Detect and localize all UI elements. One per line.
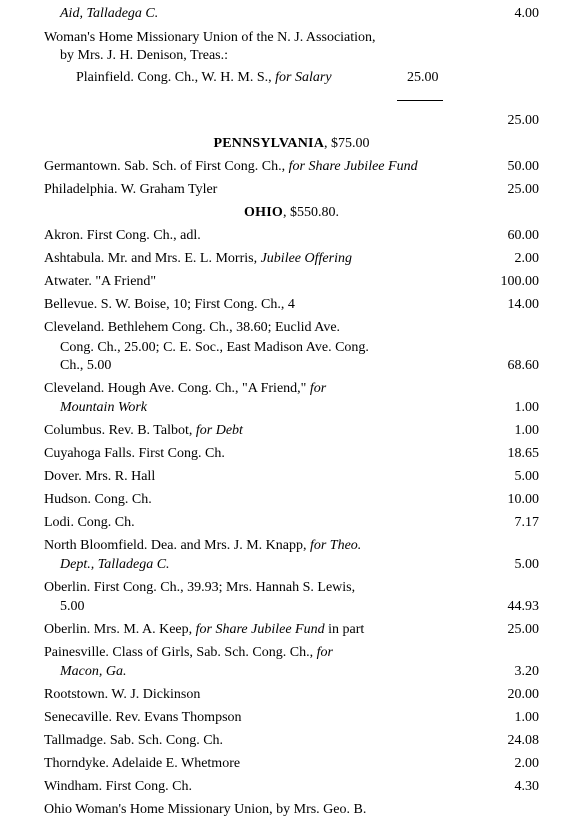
entry-italic: for Share Jubilee Fund bbox=[195, 622, 325, 637]
entry-text: Painesville. Class of Girls, Sab. Sch. Cong. Ch., bbox=[44, 645, 317, 660]
entry-line: Cong. Ch., 25.00; C. E. Soc., East Madison Ave. Cong. bbox=[60, 340, 369, 355]
entry-line: Tallmadge. Sab. Sch. Cong. Ch. bbox=[44, 733, 224, 748]
entry-amount: 20.00 bbox=[507, 687, 539, 702]
entry-amount: 3.20 bbox=[514, 664, 539, 679]
subtotal-amount: 25.00 bbox=[507, 113, 539, 128]
entry-line: Philadelphia. W. Graham Tyler bbox=[44, 182, 218, 197]
entry-line bbox=[60, 398, 147, 418]
entry-amount: 68.60 bbox=[507, 358, 539, 373]
entry-text: Oberlin. Mrs. M. A. Keep, bbox=[44, 622, 196, 637]
entry-italic: for bbox=[316, 645, 333, 660]
entry-italic: Jubilee Offering bbox=[260, 251, 352, 266]
state-total: , $75.00 bbox=[324, 136, 370, 151]
entry-amount: 4.00 bbox=[514, 6, 539, 21]
entry-amount: 25.00 bbox=[507, 182, 539, 197]
subamount: 25.00 bbox=[407, 70, 439, 85]
entry-amount: 25.00 bbox=[507, 622, 539, 637]
entry-text: Ashtabula. Mr. and Mrs. E. L. Morris, bbox=[44, 251, 261, 266]
entry-line: Thorndyke. Adelaide E. Whetmore bbox=[44, 756, 241, 771]
entry-line bbox=[76, 68, 332, 88]
entry-amount: 1.00 bbox=[514, 710, 539, 725]
entry-text: in part bbox=[324, 622, 365, 637]
entry-line bbox=[44, 157, 418, 177]
entry-line: Hudson. Cong. Ch. bbox=[44, 492, 152, 507]
entry-amount: 60.00 bbox=[507, 228, 539, 243]
entry-line: Lodi. Cong. Ch. bbox=[44, 515, 135, 530]
entry-amount: 100.00 bbox=[500, 274, 539, 289]
entry-amount: 14.00 bbox=[507, 297, 539, 312]
entry-line: Senecaville. Rev. Evans Thompson bbox=[44, 710, 242, 725]
entry-italic: Mountain Work bbox=[60, 400, 147, 415]
entry-text: Plainfield. Cong. Ch., W. H. M. S., bbox=[76, 70, 276, 85]
entry-text: North Bloomfield. Dea. and Mrs. J. M. Knapp, bbox=[44, 538, 310, 553]
entry-line: Woman's Home Missionary Union of the N. J. Association, bbox=[44, 30, 376, 45]
entry-amount: 10.00 bbox=[507, 492, 539, 507]
entry-amount: 5.00 bbox=[514, 469, 539, 484]
entry-italic: Macon, Ga. bbox=[60, 664, 127, 679]
entry-line: Ch., 5.00 bbox=[60, 358, 112, 373]
entry-italic: for Debt bbox=[195, 423, 243, 438]
entry-italic: Aid, Talladega C. bbox=[60, 6, 159, 21]
state-name: OHIO bbox=[244, 205, 283, 220]
subtotal-rule bbox=[397, 100, 443, 101]
entry-amount: 24.08 bbox=[507, 733, 539, 748]
entry-line: Bellevue. S. W. Boise, 10; First Cong. Ch., 4 bbox=[44, 297, 295, 312]
entry-italic: Dept., Talladega C. bbox=[60, 557, 170, 572]
entry-amount: 4.30 bbox=[514, 779, 539, 794]
entry-italic: for Share Jubilee Fund bbox=[288, 159, 418, 174]
entry-line bbox=[44, 421, 243, 441]
entry-amount: 18.65 bbox=[507, 446, 539, 461]
entry-amount: 44.93 bbox=[507, 599, 539, 614]
state-heading-pennsylvania bbox=[0, 134, 583, 154]
state-total: , $550.80. bbox=[282, 205, 339, 220]
entry-line: Dover. Mrs. R. Hall bbox=[44, 469, 156, 484]
entry-line: Rootstown. W. J. Dickinson bbox=[44, 687, 201, 702]
entry-line: Akron. First Cong. Ch., adl. bbox=[44, 228, 201, 243]
entry-text: Cleveland. Hough Ave. Cong. Ch., "A Friend," bbox=[44, 381, 310, 396]
entry-italic: for Theo. bbox=[309, 538, 362, 553]
entry-line bbox=[44, 249, 352, 269]
entry-amount: 50.00 bbox=[507, 159, 539, 174]
entry-line: Oberlin. First Cong. Ch., 39.93; Mrs. Hannah S. Lewis, bbox=[44, 580, 356, 595]
state-name: PENNSYLVANIA bbox=[213, 136, 325, 151]
entry-line: Cleveland. Bethlehem Cong. Ch., 38.60; Euclid Ave. bbox=[44, 320, 341, 335]
entry-text: Germantown. Sab. Sch. of First Cong. Ch., bbox=[44, 159, 289, 174]
entry-line bbox=[60, 662, 127, 682]
entry-line: Atwater. "A Friend" bbox=[44, 274, 157, 289]
entry-amount: 1.00 bbox=[514, 400, 539, 415]
entry-line: 5.00 bbox=[60, 599, 85, 614]
entry-text: Columbus. Rev. B. Talbot, bbox=[44, 423, 196, 438]
entry-amount: 2.00 bbox=[514, 251, 539, 266]
entry-line: Ohio Woman's Home Missionary Union, by Mrs. Geo. B. bbox=[44, 802, 367, 817]
state-heading-ohio bbox=[0, 203, 583, 223]
entry-line: Cuyahoga Falls. First Cong. Ch. bbox=[44, 446, 225, 461]
entry-line: Windham. First Cong. Ch. bbox=[44, 779, 192, 794]
entry-line bbox=[44, 643, 333, 663]
entry-line bbox=[44, 620, 364, 640]
entry-italic: for Salary bbox=[275, 70, 332, 85]
entry-line bbox=[44, 536, 361, 556]
entry-line bbox=[60, 4, 158, 24]
entry-amount: 7.17 bbox=[514, 515, 539, 530]
entry-amount: 5.00 bbox=[514, 557, 539, 572]
entry-italic: for bbox=[309, 381, 327, 396]
entry-line: by Mrs. J. H. Denison, Treas.: bbox=[60, 48, 229, 63]
entry-line bbox=[44, 379, 326, 399]
entry-amount: 2.00 bbox=[514, 756, 539, 771]
entry-line bbox=[60, 555, 170, 575]
entry-amount: 1.00 bbox=[514, 423, 539, 438]
